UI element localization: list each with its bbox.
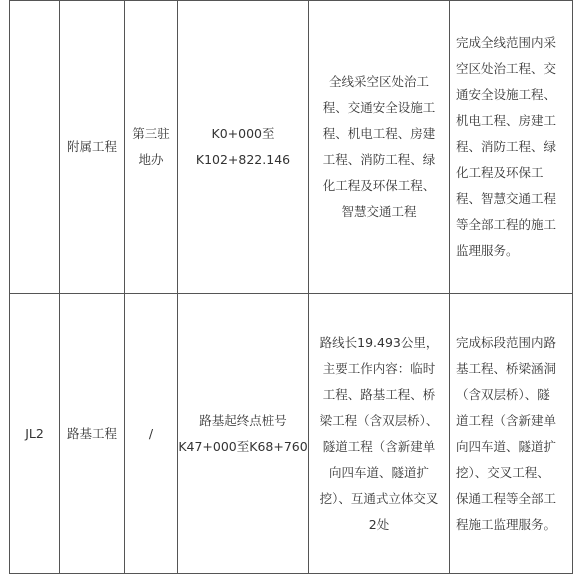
cell-scope <box>450 1 573 294</box>
cell-id <box>10 1 60 294</box>
cell-content <box>309 1 450 294</box>
content-text: 路线长19.493公里，主要工作内容：临时工程、路基工程、桥梁工程（含双层桥）、隧道工程（含新建单向四车道、隧道扩挖）、互通式立体交叉2处 <box>319 334 439 532</box>
cell-scope <box>450 294 573 574</box>
cell-id: JL2 <box>10 294 60 574</box>
stake-line-1: 路基起终点桩号 <box>199 412 287 428</box>
cell-content <box>309 294 450 574</box>
table-row <box>10 294 573 574</box>
content-text: 全线采空区处治工程、交通安全设施工程、机电工程、房建工程、消防工程、绿化工程及环保工程、智慧交通工程 <box>322 74 436 219</box>
scope-text: 完成标段范围内路基工程、桥梁涵洞（含双层桥）、隧道工程（含新建单向四车道、隧道扩挖）、交叉工程、保通工程等全部工程施工监理服务。 <box>456 334 557 532</box>
cell-stake-range <box>178 294 309 574</box>
cell-location: / <box>125 294 178 574</box>
cell-stake-range <box>178 1 309 294</box>
scope-text: 完成全线范围内采空区处治工程、交通安全设施工程、机电工程、房建工程、消防工程、绿化工程及环保工程、智慧交通工程等全部工程的施工监理服务。 <box>456 35 557 258</box>
cell-location <box>125 1 178 294</box>
cell-category: 附属工程 <box>60 1 125 294</box>
project-table <box>9 0 573 574</box>
location-text: 第三驻地办 <box>132 126 170 167</box>
stake-line-1: K0+000至 <box>211 126 275 141</box>
table-row <box>10 1 573 294</box>
stake-line-2: K102+822.146 <box>195 152 291 167</box>
cell-category: 路基工程 <box>60 294 125 574</box>
stake-line-2: K47+000至K68+760 <box>178 438 308 454</box>
